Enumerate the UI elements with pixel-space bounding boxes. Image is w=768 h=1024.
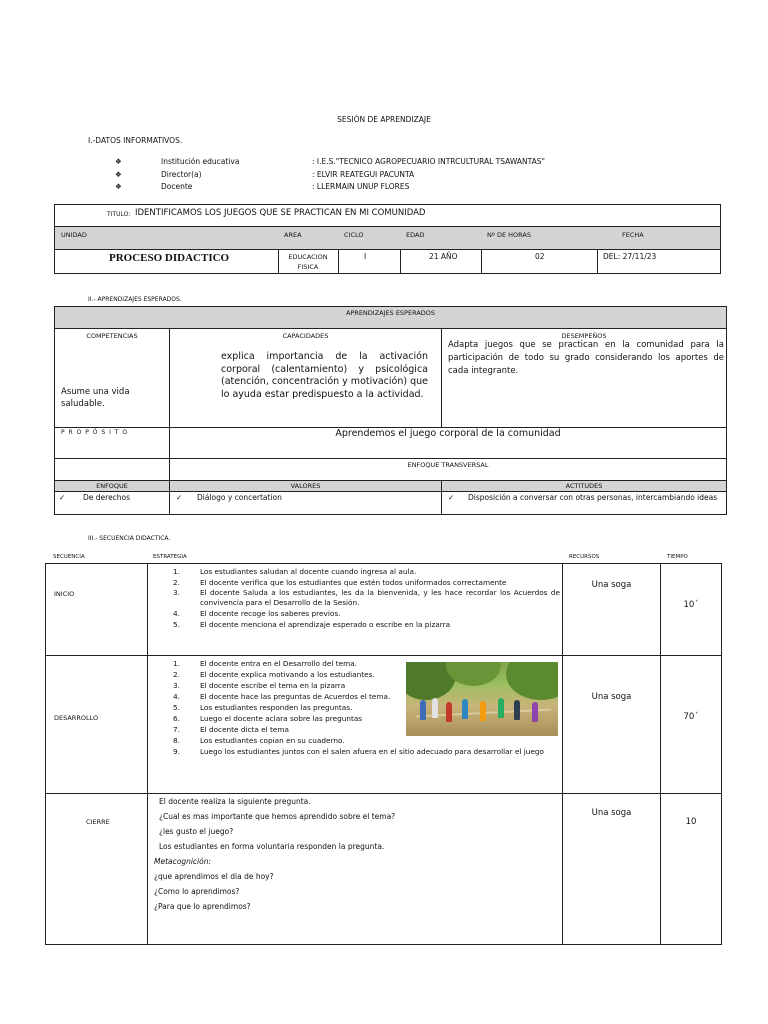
desempenos-header: DESEMPEÑOS — [561, 332, 607, 340]
header-area: AREA — [284, 231, 302, 239]
valores-header: VALORES — [290, 482, 321, 490]
inicio-label: INICIO — [54, 590, 75, 598]
list-item: 5. Los estudiantes responden las preguntas. — [173, 703, 353, 712]
info-value: : LLERMAIN UNUP FLORES — [312, 182, 410, 191]
capacidad-text: explica importancia de la activación corporal (calentamiento) y psicológica (atención, concentración y motivación) que lo ayuda estar predispuesto a la actividad. — [221, 351, 429, 400]
list-item: 4. El docente recoge los saberes previos. — [173, 609, 341, 618]
header-horas: Nº DE HORAS — [487, 231, 531, 239]
actitudes-value: Disposición a conversar con otras personas, intercambiando ideas — [468, 493, 718, 502]
inicio-recurso: Una soga — [591, 580, 632, 590]
fecha-value: DEL: 27/11/23 — [603, 252, 657, 261]
document-title: SESIÓN DE APRENDIZAJE — [337, 115, 431, 124]
list-item: 3. El docente Saluda a los estudiantes, les da la bienvenida, y les hace recordar los Acuerdos de convivencia para el Desarrollo de la Sesión. — [173, 588, 560, 607]
list-item: 7. El docente dicta el tema — [173, 725, 289, 734]
info-value: : ELVIR REATEGUI PACUNTA — [312, 169, 415, 179]
list-item: 3. El docente escribe el tema en la pizarra — [173, 681, 346, 690]
list-item: 8. Los estudiantes copian en su cuaderno. — [173, 736, 345, 745]
info-value: : I.E.S."TECNICO AGROPECUARIO INTRCULTURAL TSAWANTAS" — [312, 157, 545, 166]
edad-value: 21 AÑO — [429, 252, 458, 261]
ae-content-row — [54, 328, 727, 428]
cierre-recurso: Una soga — [591, 808, 632, 818]
metacognicion-heading: Metacognición: — [154, 857, 212, 866]
proposito-row — [54, 427, 727, 459]
section-datos-informativos: I.-DATOS INFORMATIVOS. — [88, 136, 183, 145]
header-unidad: UNIDAD — [61, 231, 87, 239]
cierre-line: ¿Cual es mas importante que hemos aprendido sobre el tema? — [159, 812, 396, 821]
desempeno-text: Adapta juegos que se practican en la comunidad para la participación de todo su grado considerando los aportes de cada integrante. — [448, 340, 724, 376]
diamond-bullet-icon: ❖ — [115, 169, 122, 179]
cierre-line: El docente realiza la siguiente pregunta. — [159, 797, 311, 806]
info-list — [0, 156, 700, 194]
inicio-list — [148, 566, 560, 630]
list-item: 9. Luego los estudiantes juntos con el salen afuera en el sitio adecuado para desarrollar el juego — [173, 747, 545, 756]
desarrollo-label: DESARROLLO — [54, 714, 99, 722]
capacidades-header: CAPACIDADES — [282, 332, 329, 340]
header-ciclo: CICLO — [344, 231, 364, 239]
header-tiempo: TIEMPO — [667, 554, 688, 560]
enfoque-transversal-label: ENFOQUE TRANSVERSAL — [407, 461, 489, 469]
ae-header: APRENDIZAJES ESPERADOS — [54, 306, 727, 329]
desarrollo-recurso: Una soga — [591, 692, 632, 702]
metacognicion-question: ¿Para que lo aprendimos? — [154, 902, 251, 911]
enfoque-value: De derechos — [83, 493, 131, 502]
proposito-text: Aprendemos el juego corporal de la comunidad — [335, 428, 561, 439]
cierre-label: CIERRE — [86, 818, 110, 826]
list-item: 5. El docente menciona el aprendizaje esperado o escribe en la pizarra — [173, 620, 451, 629]
info-label: Institución educativa — [161, 157, 240, 166]
section-secuencia: III.- SECUENCIA DIDACTICA. — [88, 535, 171, 542]
titulo-text: IDENTIFICAMOS LOS JUEGOS QUE SE PRACTICAN EN MI COMUNIDAD — [135, 208, 426, 218]
competencia-text: Asume una vida saludable. — [61, 387, 130, 409]
list-item: 1. Los estudiantes saludan al docente cuando ingresa al aula. — [173, 567, 417, 576]
check-icon: ✓ — [448, 493, 455, 502]
diamond-bullet-icon: ❖ — [115, 157, 122, 166]
area-value: EDUCACION FISICA — [288, 253, 328, 271]
header-edad: EDAD — [406, 231, 425, 239]
competencias-header: COMPETENCIAS — [86, 332, 138, 340]
ciclo-value: I — [364, 252, 367, 261]
check-icon: ✓ — [59, 493, 66, 502]
header-recursos: RECURSOS — [569, 554, 600, 560]
inicio-tiempo: 10´ — [683, 600, 699, 610]
metacognicion-question: ¿que aprendimos el dia de hoy? — [154, 872, 274, 881]
info-label: Director(a) — [161, 169, 202, 179]
header-secuencia: SECUENCIA — [53, 554, 85, 560]
info-item — [0, 181, 700, 194]
info-label: Docente — [161, 182, 193, 191]
metacognicion-question: ¿Como lo aprendimos? — [154, 887, 240, 896]
valores-value: Diálogo y concertation — [197, 493, 282, 502]
enfoque-transversal-row — [54, 458, 727, 481]
titulo-row — [54, 204, 721, 227]
diamond-bullet-icon: ❖ — [115, 182, 122, 191]
list-item: 2. El docente explica motivando a los estudiantes. — [173, 670, 375, 679]
cierre-content — [154, 794, 554, 914]
actitudes-header: ACTITUDES — [565, 482, 603, 490]
enfoque-data-row — [54, 491, 727, 515]
info-item — [0, 156, 700, 169]
cierre-tiempo: 10 — [685, 817, 697, 827]
secuencia-table — [45, 563, 722, 945]
section-aprendizajes: II.- APRENDIZAJES ESPERADOS. — [88, 296, 182, 303]
list-item: 1. El docente entra en el Desarrollo del tema. — [173, 659, 357, 668]
list-item: 6. Luego el docente aclara sobre las preguntas — [173, 714, 363, 723]
tug-of-war-photo — [406, 662, 558, 736]
titulo-label: TITULO: — [107, 211, 131, 218]
cierre-line: Los estudiantes en forma voluntaria responden la pregunta. — [159, 842, 385, 851]
info-data-row — [54, 249, 721, 274]
horas-value: 02 — [535, 252, 545, 261]
proposito-label: P R O P Ó S I T O — [61, 429, 129, 436]
list-item: 4. El docente hace las preguntas de Acuerdos el tema. — [173, 692, 391, 701]
enfoque-header: ENFOQUE — [96, 482, 128, 490]
header-fecha: FECHA — [622, 231, 644, 239]
info-item — [0, 169, 700, 182]
list-item: 2. El docente verifica que los estudiantes que estén todos uniformados correctamente — [173, 578, 507, 587]
unidad-value: PROCESO DIDACTICO — [109, 252, 230, 264]
check-icon: ✓ — [176, 493, 183, 502]
desarrollo-tiempo: 70´ — [683, 712, 699, 722]
header-estrategia: ESTRATEGIA — [153, 554, 187, 560]
info-header-row — [54, 226, 721, 250]
cierre-line: ¿les gusto el juego? — [159, 827, 234, 836]
